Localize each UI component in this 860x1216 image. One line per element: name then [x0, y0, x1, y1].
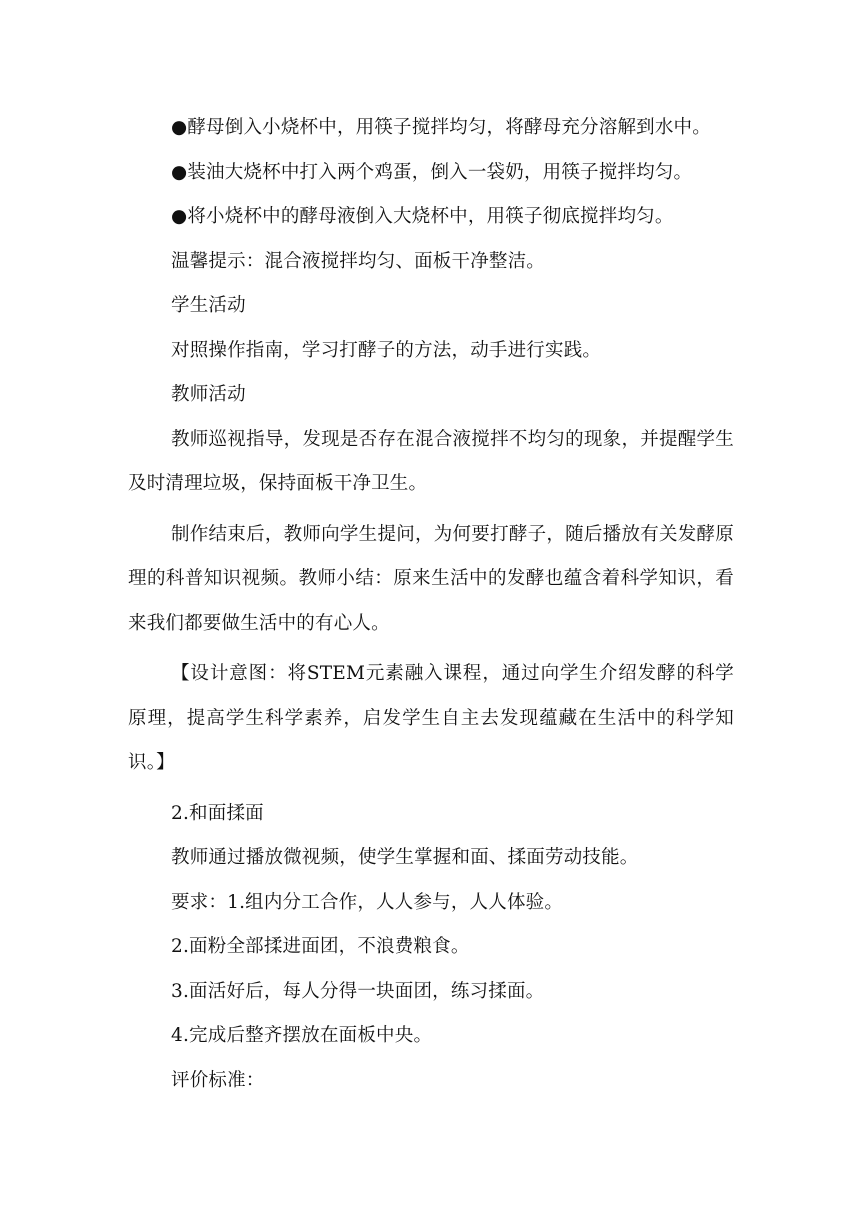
bullet-eggs-milk: ●装油大烧杯中打入两个鸡蛋，倒入一袋奶，用筷子搅拌均匀。 [171, 161, 693, 183]
student-activity-text: 对照操作指南，学习打酵子的方法，动手进行实践。 [171, 339, 602, 361]
document-body [128, 106, 734, 1103]
evaluation-heading: 评价标准： [171, 1069, 265, 1091]
section-2-intro: 教师通过播放微视频，使学生掌握和面、揉面劳动技能。 [171, 847, 639, 868]
design-intent-paragraph: 【设计意图：将STEM元素融入课程，通过向学生介绍发酵的科学原理，提高学生科学素养，启发学生自主去发现蕴藏在生活中的科学知识。】 [128, 663, 734, 773]
tip-text: 温馨提示：混合液搅拌均匀、面板干净整洁。 [171, 250, 546, 272]
bullet-combine-mixture: ●将小烧杯中的酵母液倒入大烧杯中，用筷子彻底搅拌均匀。 [171, 206, 674, 227]
requirement-item: 2.面粉全部揉进面团，不浪费粮食。 [171, 936, 470, 957]
student-activity-heading: 学生活动 [171, 295, 246, 316]
requirement-item: 3.面活好后，每人分得一块面团，练习揉面。 [171, 980, 545, 1002]
bullet-yeast-dissolve: ●酵母倒入小烧杯中，用筷子搅拌均匀，将酵母充分溶解到水中。 [171, 117, 711, 138]
requirement-item: 要求：1.组内分工合作，人人参与，人人体验。 [171, 891, 564, 913]
section-2-heading: 2.和面揉面 [171, 802, 264, 824]
teacher-activity-heading: 教师活动 [171, 384, 246, 405]
teacher-paragraph-summary: 制作结束后，教师向学生提问，为何要打酵子，随后播放有关发酵原理的科普知识视频。教师小结：原来生活中的发酵也蕴含着科学知识，看来我们都要做生活中的有心人。 [128, 523, 734, 634]
teacher-paragraph-guidance: 教师巡视指导，发现是否存在混合液搅拌不均匀的现象，并提醒学生及时清理垃圾，保持面板干净卫生。 [128, 428, 734, 494]
requirement-item: 4.完成后整齐摆放在面板中央。 [171, 1025, 433, 1046]
